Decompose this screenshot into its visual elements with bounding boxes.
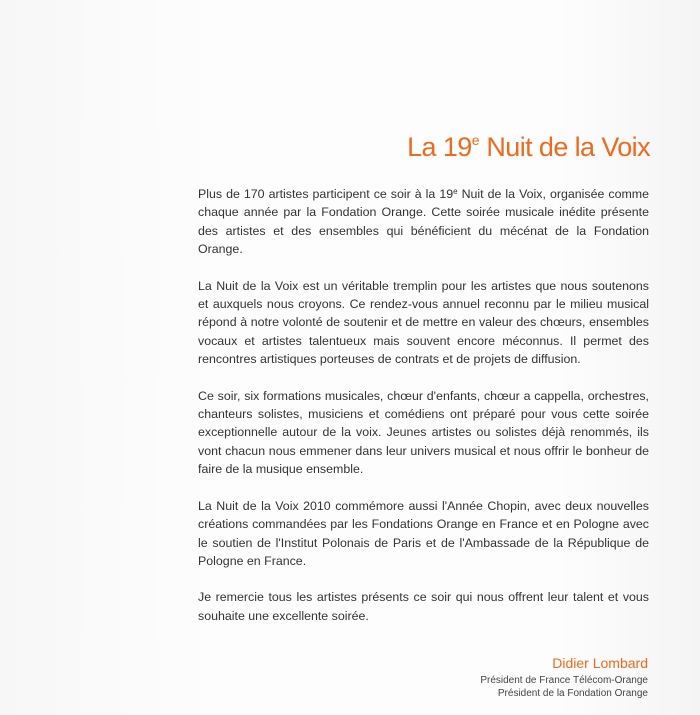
signature-block [480, 655, 648, 700]
paragraph-2: La Nuit de la Voix est un véritable tremplin pour les artistes que nous soutenons et auxquels nous croyons. Ce rendez-vous annuel reconnu par le milieu musical répond à notre volonté de soutenir et de mettre en valeur des chœurs, ensembles vocaux et artistes talentueux mais souvent encore méconnus. Il permet des rencontres artistiques porteuses de contrats et de projets de diffusion. [198, 278, 649, 367]
signatory-name: Didier Lombard [552, 655, 648, 671]
page-title: La 19e Nuit de la Voix [407, 132, 650, 163]
paragraph-3: Ce soir, six formations musicales, chœur d'enfants, chœur a cappella, orchestres, chanteurs solistes, musiciens et comédiens ont préparé pour vous cette soirée exceptionnelle autour de la voix. Jeunes artistes ou solistes déjà renommés, ils vont chacun nous emmener dans leur univers musical et nous offrir le bonheur de faire de la musique ensemble. [198, 388, 649, 477]
letter-body [198, 185, 649, 643]
signatory-role-2: Président de la Fondation Orange [497, 688, 648, 699]
paragraph-1: Plus de 170 artistes participent ce soir à la 19e Nuit de la Voix, organisée comme chaque année par la Fondation Orange. Cette soirée musicale inédite présente des artistes et des ensembles qui bénéficient du mécénat de la Fondation Orange. [198, 187, 649, 257]
signatory-role-1: Président de France Télécom-Orange [480, 675, 648, 686]
paragraph-4: La Nuit de la Voix 2010 commémore aussi l'Année Chopin, avec deux nouvelles créations commandées par les Fondations Orange en France et en Pologne avec le soutien de l'Institut Polonais de Paris et de l'Ambassade de la République de Pologne en France. [198, 498, 649, 568]
paragraph-5: Je remercie tous les artistes présents ce soir qui nous offrent leur talent et vous souhaite une excellente soirée. [198, 590, 649, 623]
